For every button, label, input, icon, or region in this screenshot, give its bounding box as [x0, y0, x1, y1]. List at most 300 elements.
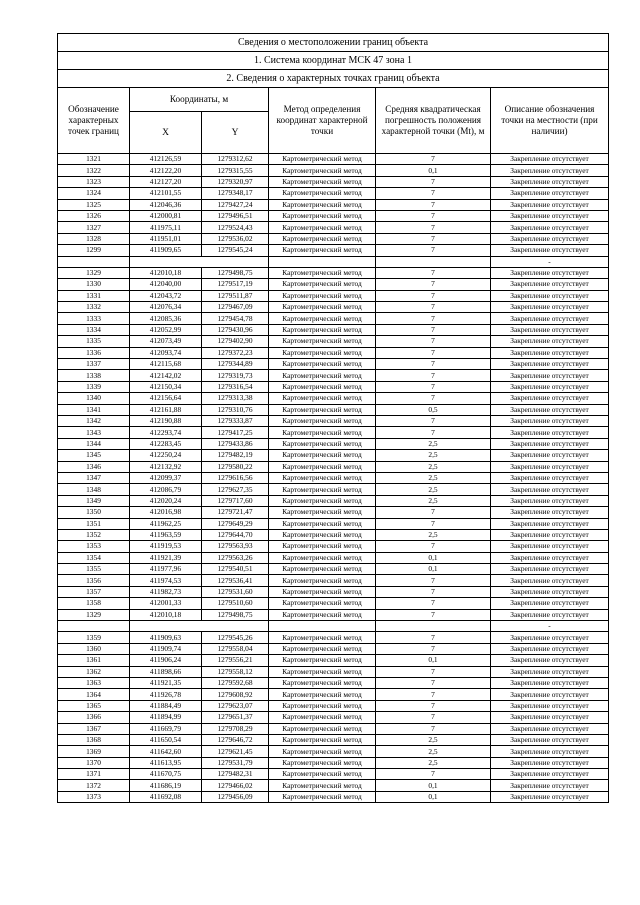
- cell-method: Картометрический метод: [269, 552, 376, 563]
- cell-y: 1279540,51: [202, 564, 269, 575]
- table-row: [58, 791, 609, 802]
- cell-description: Закрепление отсутствует: [491, 210, 609, 221]
- table-row: [58, 643, 609, 654]
- cell-y: 1279312,62: [202, 154, 269, 165]
- cell-y: 1279531,60: [202, 586, 269, 597]
- separator-mark: -: [491, 621, 609, 632]
- separator-cell: [269, 256, 376, 267]
- cell-x: 412156,64: [130, 393, 202, 404]
- cell-point: 1335: [58, 336, 130, 347]
- cell-method: Картометрический метод: [269, 188, 376, 199]
- cell-method: Картометрический метод: [269, 484, 376, 495]
- table-row: [58, 393, 609, 404]
- table-row: [58, 598, 609, 609]
- cell-point: 1371: [58, 769, 130, 780]
- cell-point: 1360: [58, 643, 130, 654]
- cell-point: 1369: [58, 746, 130, 757]
- cell-method: Картометрический метод: [269, 404, 376, 415]
- cell-accuracy: 7: [376, 712, 491, 723]
- cell-point: 1340: [58, 393, 130, 404]
- cell-x: 412016,98: [130, 507, 202, 518]
- cell-description: Закрепление отсутствует: [491, 188, 609, 199]
- table-row: [58, 529, 609, 540]
- cell-x: 411686,19: [130, 780, 202, 791]
- cell-accuracy: 7: [376, 302, 491, 313]
- cell-method: Картометрический метод: [269, 746, 376, 757]
- cell-accuracy: 7: [376, 199, 491, 210]
- cell-accuracy: 7: [376, 210, 491, 221]
- cell-description: Закрепление отсутствует: [491, 472, 609, 483]
- table-row: [58, 404, 609, 415]
- table-row: [58, 609, 609, 620]
- cell-accuracy: 7: [376, 609, 491, 620]
- table-row: [58, 541, 609, 552]
- table-row: [58, 586, 609, 597]
- cell-y: 1279580,22: [202, 461, 269, 472]
- cell-accuracy: 7: [376, 267, 491, 278]
- table-row: [58, 347, 609, 358]
- cell-accuracy: 7: [376, 427, 491, 438]
- cell-description: Закрепление отсутствует: [491, 199, 609, 210]
- cell-y: 1279344,89: [202, 359, 269, 370]
- cell-description: Закрепление отсутствует: [491, 359, 609, 370]
- cell-x: 412190,88: [130, 415, 202, 426]
- cell-accuracy: 7: [376, 381, 491, 392]
- cell-method: Картометрический метод: [269, 518, 376, 529]
- cell-description: Закрепление отсутствует: [491, 586, 609, 597]
- table-row: [58, 154, 609, 165]
- cell-accuracy: 7: [376, 336, 491, 347]
- cell-x: 412101,55: [130, 188, 202, 199]
- cell-description: Закрепление отсутствует: [491, 791, 609, 802]
- cell-y: 1279427,24: [202, 199, 269, 210]
- cell-method: Картометрический метод: [269, 370, 376, 381]
- cell-x: 412150,34: [130, 381, 202, 392]
- cell-description: Закрепление отсутствует: [491, 495, 609, 506]
- cell-method: Картометрический метод: [269, 222, 376, 233]
- table-row: [58, 734, 609, 745]
- cell-x: 411670,75: [130, 769, 202, 780]
- cell-description: Закрепление отсутствует: [491, 734, 609, 745]
- cell-point: 1337: [58, 359, 130, 370]
- cell-y: 1279558,04: [202, 643, 269, 654]
- cell-x: 412085,36: [130, 313, 202, 324]
- cell-description: Закрепление отсутствует: [491, 233, 609, 244]
- cell-accuracy: 0,1: [376, 780, 491, 791]
- cell-y: 1279467,09: [202, 302, 269, 313]
- cell-x: 411884,49: [130, 700, 202, 711]
- cell-accuracy: 7: [376, 393, 491, 404]
- cell-point: 1352: [58, 529, 130, 540]
- cell-method: Картометрический метод: [269, 381, 376, 392]
- cell-point: 1323: [58, 176, 130, 187]
- cell-y: 1279454,78: [202, 313, 269, 324]
- cell-method: Картометрический метод: [269, 712, 376, 723]
- cell-description: Закрепление отсутствует: [491, 290, 609, 301]
- cell-y: 1279708,29: [202, 723, 269, 734]
- table-row: [58, 324, 609, 335]
- table-row: [58, 484, 609, 495]
- cell-x: 412093,74: [130, 347, 202, 358]
- cell-accuracy: 0,1: [376, 564, 491, 575]
- cell-accuracy: 2,5: [376, 734, 491, 745]
- cell-point: 1357: [58, 586, 130, 597]
- cell-point: 1333: [58, 313, 130, 324]
- cell-accuracy: 0,1: [376, 165, 491, 176]
- cell-y: 1279649,29: [202, 518, 269, 529]
- header-accuracy: Средняя квадратическая погрешность положения характерной точки (Mt), м: [376, 88, 491, 154]
- table-row: [58, 290, 609, 301]
- table-row: [58, 302, 609, 313]
- cell-description: Закрепление отсутствует: [491, 700, 609, 711]
- cell-point: 1328: [58, 233, 130, 244]
- table-row: [58, 415, 609, 426]
- cell-description: Закрепление отсутствует: [491, 689, 609, 700]
- cell-method: Картометрический метод: [269, 279, 376, 290]
- cell-point: 1339: [58, 381, 130, 392]
- cell-method: Картометрический метод: [269, 176, 376, 187]
- table-row: [58, 279, 609, 290]
- cell-description: Закрепление отсутствует: [491, 507, 609, 518]
- cell-method: Картометрический метод: [269, 245, 376, 256]
- table-row: [58, 564, 609, 575]
- cell-y: 1279545,24: [202, 245, 269, 256]
- table-body: [58, 154, 609, 803]
- header-method: Метод определения координат характерной точки: [269, 88, 376, 154]
- cell-x: 412010,18: [130, 609, 202, 620]
- cell-y: 1279315,55: [202, 165, 269, 176]
- cell-description: Закрепление отсутствует: [491, 677, 609, 688]
- cell-accuracy: 7: [376, 632, 491, 643]
- cell-accuracy: 7: [376, 245, 491, 256]
- cell-y: 1279524,43: [202, 222, 269, 233]
- cell-point: 1359: [58, 632, 130, 643]
- cell-x: 412122,20: [130, 165, 202, 176]
- cell-description: Закрепление отсутствует: [491, 313, 609, 324]
- cell-x: 411962,25: [130, 518, 202, 529]
- cell-method: Картометрический метод: [269, 655, 376, 666]
- cell-description: Закрепление отсутствует: [491, 643, 609, 654]
- section-title: 2. Сведения о характерных точках границ объекта: [58, 70, 609, 88]
- cell-y: 1279651,37: [202, 712, 269, 723]
- cell-description: Закрепление отсутствует: [491, 267, 609, 278]
- cell-x: 411921,35: [130, 677, 202, 688]
- cell-description: Закрепление отсутствует: [491, 404, 609, 415]
- cell-accuracy: 7: [376, 370, 491, 381]
- cell-y: 1279563,93: [202, 541, 269, 552]
- cell-method: Картометрический метод: [269, 415, 376, 426]
- cell-x: 412126,59: [130, 154, 202, 165]
- header-x: X: [130, 112, 202, 154]
- cell-point: 1324: [58, 188, 130, 199]
- cell-method: Картометрический метод: [269, 233, 376, 244]
- header-coords: Координаты, м: [130, 88, 269, 112]
- cell-method: Картометрический метод: [269, 677, 376, 688]
- cell-y: 1279482,31: [202, 769, 269, 780]
- table-row: [58, 359, 609, 370]
- cell-description: Закрепление отсутствует: [491, 154, 609, 165]
- cell-accuracy: 7: [376, 507, 491, 518]
- cell-y: 1279466,02: [202, 780, 269, 791]
- header-point: Обозначение характерных точек границ: [58, 88, 130, 154]
- cell-description: Закрепление отсутствует: [491, 780, 609, 791]
- cell-x: 412043,72: [130, 290, 202, 301]
- cell-y: 1279333,87: [202, 415, 269, 426]
- cell-y: 1279417,25: [202, 427, 269, 438]
- cell-description: Закрепление отсутствует: [491, 165, 609, 176]
- cell-y: 1279456,09: [202, 791, 269, 802]
- cell-y: 1279430,96: [202, 324, 269, 335]
- cell-description: Закрепление отсутствует: [491, 336, 609, 347]
- cell-accuracy: 7: [376, 415, 491, 426]
- cell-description: Закрепление отсутствует: [491, 712, 609, 723]
- cell-accuracy: 7: [376, 769, 491, 780]
- cell-description: Закрепление отсутствует: [491, 438, 609, 449]
- cell-point: 1368: [58, 734, 130, 745]
- cell-x: 411982,73: [130, 586, 202, 597]
- cell-point: 1358: [58, 598, 130, 609]
- cell-description: Закрепление отсутствует: [491, 484, 609, 495]
- table-row: [58, 712, 609, 723]
- cell-point: 1365: [58, 700, 130, 711]
- table-row: [58, 552, 609, 563]
- table-row: [58, 495, 609, 506]
- cell-accuracy: 0,1: [376, 655, 491, 666]
- cell-accuracy: 7: [376, 324, 491, 335]
- cell-y: 1279498,75: [202, 267, 269, 278]
- cell-accuracy: 2,5: [376, 438, 491, 449]
- cell-y: 1279511,87: [202, 290, 269, 301]
- boundary-document: [57, 33, 608, 803]
- cell-x: 411974,53: [130, 575, 202, 586]
- cell-x: 411909,74: [130, 643, 202, 654]
- cell-y: 1279517,19: [202, 279, 269, 290]
- cell-point: 1332: [58, 302, 130, 313]
- cell-x: 411909,63: [130, 632, 202, 643]
- separator-cell: [376, 621, 491, 632]
- cell-method: Картометрический метод: [269, 723, 376, 734]
- cell-x: 412086,79: [130, 484, 202, 495]
- cell-method: Картометрический метод: [269, 199, 376, 210]
- cell-description: Закрепление отсутствует: [491, 245, 609, 256]
- cell-description: Закрепление отсутствует: [491, 370, 609, 381]
- cell-x: 411642,60: [130, 746, 202, 757]
- cell-point: 1329: [58, 609, 130, 620]
- cell-point: 1342: [58, 415, 130, 426]
- cell-method: Картометрический метод: [269, 165, 376, 176]
- cell-x: 412099,37: [130, 472, 202, 483]
- header-y: Y: [202, 112, 269, 154]
- cell-method: Картометрический метод: [269, 586, 376, 597]
- cell-y: 1279558,12: [202, 666, 269, 677]
- cell-description: Закрепление отсутствует: [491, 347, 609, 358]
- cell-description: Закрепление отсутствует: [491, 222, 609, 233]
- cell-y: 1279319,73: [202, 370, 269, 381]
- cell-accuracy: 2,5: [376, 472, 491, 483]
- cell-point: 1338: [58, 370, 130, 381]
- group-separator-row: [58, 621, 609, 632]
- separator-cell: [376, 256, 491, 267]
- cell-accuracy: 2,5: [376, 529, 491, 540]
- separator-cell: [269, 621, 376, 632]
- table-row: [58, 677, 609, 688]
- separator-mark: -: [491, 256, 609, 267]
- cell-point: 1325: [58, 199, 130, 210]
- cell-description: Закрепление отсутствует: [491, 746, 609, 757]
- cell-description: Закрепление отсутствует: [491, 564, 609, 575]
- cell-description: Закрепление отсутствует: [491, 176, 609, 187]
- cell-accuracy: 7: [376, 176, 491, 187]
- cell-point: 1327: [58, 222, 130, 233]
- cell-method: Картометрический метод: [269, 643, 376, 654]
- cell-method: Картометрический метод: [269, 347, 376, 358]
- cell-method: Картометрический метод: [269, 632, 376, 643]
- cell-description: Закрепление отсутствует: [491, 769, 609, 780]
- cell-method: Картометрический метод: [269, 529, 376, 540]
- cell-accuracy: 7: [376, 154, 491, 165]
- cell-description: Закрепление отсутствует: [491, 757, 609, 768]
- cell-description: Закрепление отсутствует: [491, 302, 609, 313]
- table-row: [58, 222, 609, 233]
- cell-y: 1279320,97: [202, 176, 269, 187]
- cell-point: 1356: [58, 575, 130, 586]
- cell-y: 1279531,79: [202, 757, 269, 768]
- table-row: [58, 176, 609, 187]
- cell-method: Картометрический метод: [269, 267, 376, 278]
- table-row: [58, 769, 609, 780]
- table-row: [58, 780, 609, 791]
- cell-accuracy: 7: [376, 518, 491, 529]
- cell-description: Закрепление отсутствует: [491, 415, 609, 426]
- cell-description: Закрепление отсутствует: [491, 541, 609, 552]
- cell-point: 1321: [58, 154, 130, 165]
- cell-method: Картометрический метод: [269, 689, 376, 700]
- cell-x: 412161,88: [130, 404, 202, 415]
- cell-point: 1299: [58, 245, 130, 256]
- table-row: [58, 245, 609, 256]
- cell-method: Картометрический метод: [269, 461, 376, 472]
- cell-method: Картометрический метод: [269, 324, 376, 335]
- cell-y: 1279717,60: [202, 495, 269, 506]
- cell-x: 411963,59: [130, 529, 202, 540]
- cell-y: 1279402,90: [202, 336, 269, 347]
- cell-description: Закрепление отсутствует: [491, 529, 609, 540]
- cell-point: 1341: [58, 404, 130, 415]
- cell-point: 1373: [58, 791, 130, 802]
- cell-description: Закрепление отсутствует: [491, 666, 609, 677]
- table-row: [58, 632, 609, 643]
- coordinate-system: 1. Система координат МСК 47 зона 1: [58, 52, 609, 70]
- table-row: [58, 313, 609, 324]
- cell-point: 1367: [58, 723, 130, 734]
- cell-accuracy: 2,5: [376, 495, 491, 506]
- cell-accuracy: 7: [376, 222, 491, 233]
- cell-method: Картометрический метод: [269, 427, 376, 438]
- cell-accuracy: 7: [376, 586, 491, 597]
- cell-x: 412020,24: [130, 495, 202, 506]
- cell-x: 412040,00: [130, 279, 202, 290]
- document-title: Сведения о местоположении границ объекта: [58, 34, 609, 52]
- cell-point: 1329: [58, 267, 130, 278]
- cell-method: Картометрический метод: [269, 290, 376, 301]
- cell-accuracy: 7: [376, 723, 491, 734]
- cell-accuracy: 7: [376, 233, 491, 244]
- cell-method: Картометрический метод: [269, 393, 376, 404]
- cell-point: 1326: [58, 210, 130, 221]
- cell-x: 411977,96: [130, 564, 202, 575]
- cell-x: 411692,08: [130, 791, 202, 802]
- cell-x: 412073,49: [130, 336, 202, 347]
- table-row: [58, 438, 609, 449]
- cell-point: 1362: [58, 666, 130, 677]
- cell-y: 1279348,17: [202, 188, 269, 199]
- cell-accuracy: 0,1: [376, 552, 491, 563]
- cell-y: 1279563,26: [202, 552, 269, 563]
- cell-description: Закрепление отсутствует: [491, 552, 609, 563]
- cell-x: 411650,54: [130, 734, 202, 745]
- cell-accuracy: 2,5: [376, 461, 491, 472]
- cell-accuracy: 2,5: [376, 484, 491, 495]
- cell-description: Закрепление отсутствует: [491, 393, 609, 404]
- cell-point: 1331: [58, 290, 130, 301]
- cell-method: Картометрический метод: [269, 154, 376, 165]
- cell-method: Картометрический метод: [269, 791, 376, 802]
- table-row: [58, 746, 609, 757]
- cell-method: Картометрический метод: [269, 438, 376, 449]
- cell-x: 411975,11: [130, 222, 202, 233]
- cell-description: Закрепление отсутствует: [491, 427, 609, 438]
- cell-x: 412052,99: [130, 324, 202, 335]
- cell-x: 412010,18: [130, 267, 202, 278]
- table-row: [58, 188, 609, 199]
- table-row: [58, 700, 609, 711]
- cell-x: 411919,53: [130, 541, 202, 552]
- separator-cell: [130, 621, 269, 632]
- cell-accuracy: 7: [376, 541, 491, 552]
- table-row: [58, 210, 609, 221]
- table-row: [58, 461, 609, 472]
- cell-accuracy: 7: [376, 700, 491, 711]
- cell-y: 1279721,47: [202, 507, 269, 518]
- cell-accuracy: 7: [376, 689, 491, 700]
- cell-y: 1279545,26: [202, 632, 269, 643]
- cell-y: 1279316,54: [202, 381, 269, 392]
- cell-point: 1330: [58, 279, 130, 290]
- table-row: [58, 575, 609, 586]
- cell-accuracy: 7: [376, 188, 491, 199]
- cell-description: Закрепление отсутствует: [491, 324, 609, 335]
- cell-accuracy: 7: [376, 666, 491, 677]
- table-row: [58, 689, 609, 700]
- cell-y: 1279536,41: [202, 575, 269, 586]
- cell-point: 1351: [58, 518, 130, 529]
- cell-point: 1344: [58, 438, 130, 449]
- cell-accuracy: 2,5: [376, 746, 491, 757]
- cell-description: Закрепление отсутствует: [491, 575, 609, 586]
- table-row: [58, 757, 609, 768]
- cell-y: 1279510,60: [202, 598, 269, 609]
- cell-y: 1279616,56: [202, 472, 269, 483]
- cell-accuracy: 7: [376, 643, 491, 654]
- cell-description: Закрепление отсутствует: [491, 450, 609, 461]
- boundary-points-table: [57, 33, 609, 803]
- cell-y: 1279646,72: [202, 734, 269, 745]
- cell-x: 412001,33: [130, 598, 202, 609]
- cell-y: 1279496,51: [202, 210, 269, 221]
- separator-cell: [130, 256, 269, 267]
- table-row: [58, 450, 609, 461]
- cell-method: Картометрический метод: [269, 780, 376, 791]
